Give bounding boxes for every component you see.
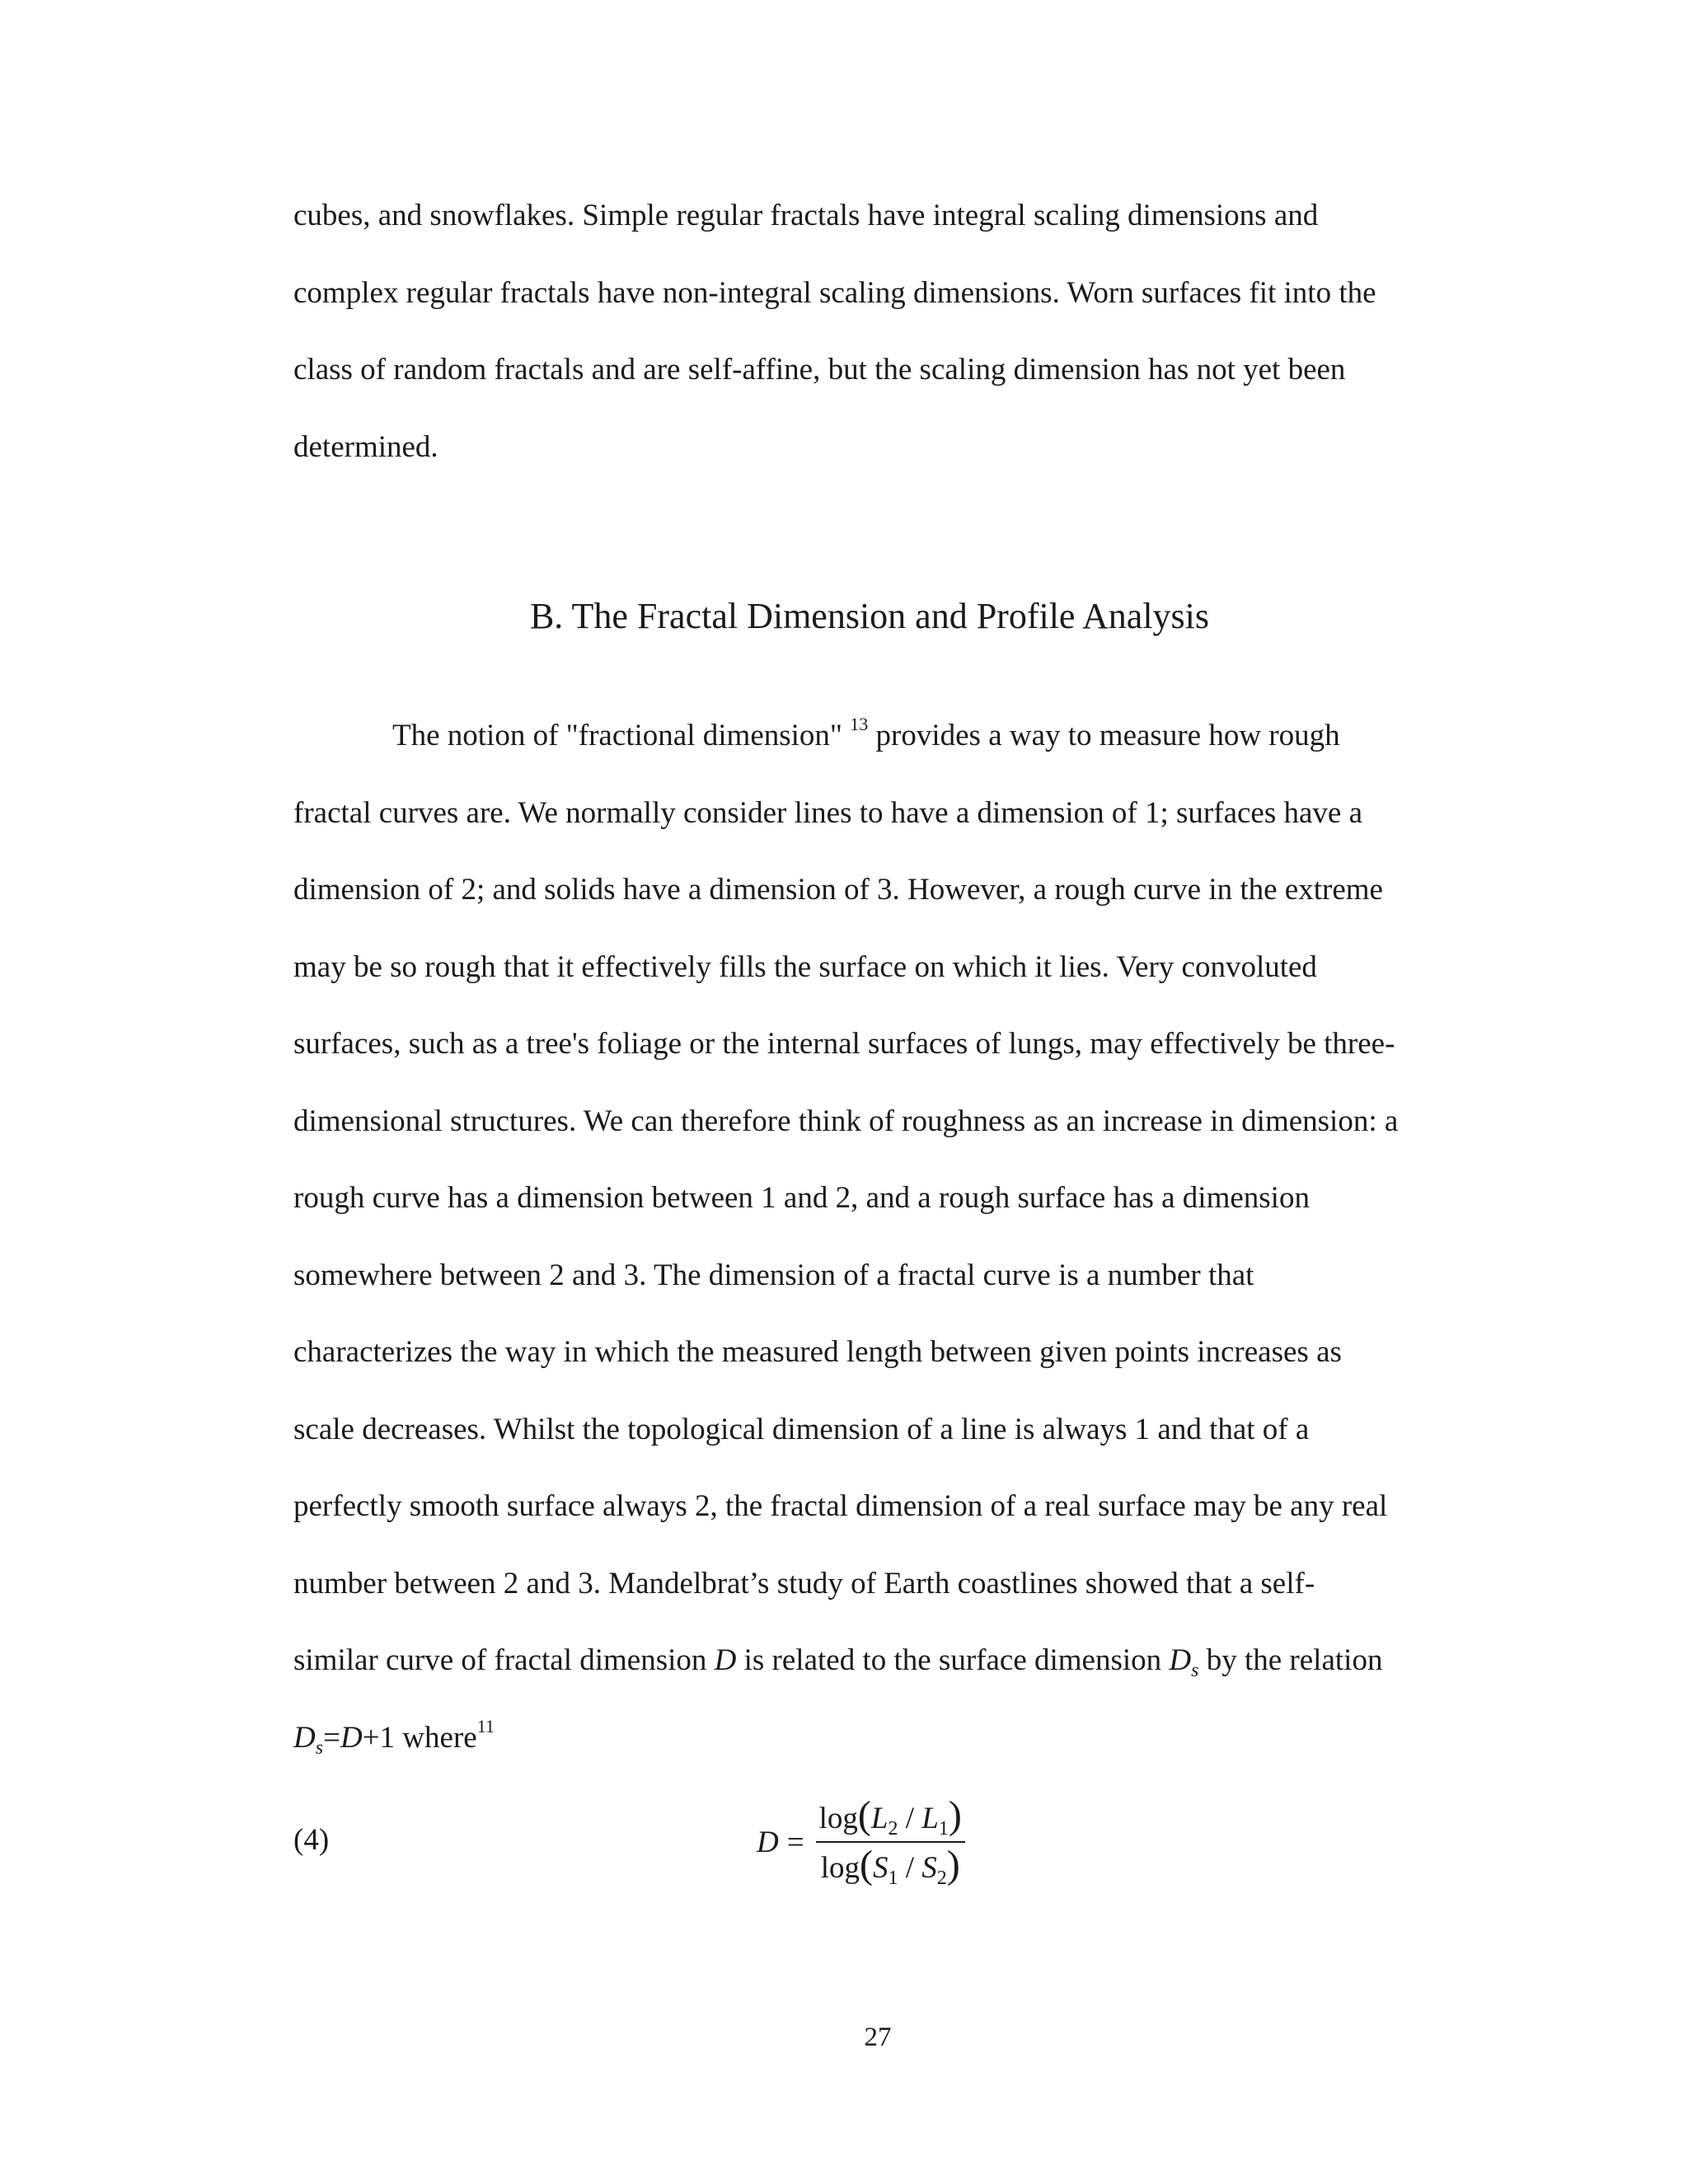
equation-denominator: $\log(S_1 / S_2)$ (820, 1843, 960, 1889)
intro-line-1: cubes, and snowflakes. Simple regular fractals have integral scaling dimensions and (293, 199, 1319, 232)
paragraph-line-11: perfectly smooth surface always 2, the fractal dimension of a real surface may be any real (293, 1489, 1388, 1523)
paragraph-line-1-post: provides a way to measure how rough (868, 719, 1340, 752)
paragraph-line-1 (392, 714, 1340, 754)
equation-label: (4) (293, 1823, 330, 1857)
equation-lhs: D (757, 1825, 779, 1859)
symbol-s2: S (921, 1851, 937, 1885)
log-label: log (820, 1851, 860, 1885)
paragraph-line-13 (293, 1643, 1382, 1679)
paragraph-line-2: fractal curves are. We normally consider lines to have a dimension of 1; surfaces have a (293, 796, 1363, 830)
relation-text-pre: similar curve of fractal dimension (293, 1643, 715, 1677)
paragraph-line-3: dimension of 2; and solids have a dimension of 3. However, a rough curve in the extreme (293, 873, 1383, 907)
symbol-l1: L (921, 1802, 939, 1835)
relation-text-mid: is related to the surface dimension (736, 1643, 1170, 1677)
intro-line-3: class of random fractals and are self-affine, but the scaling dimension has not yet been (293, 353, 1346, 387)
page-number: 27 (864, 2022, 892, 2052)
log-label: log (818, 1802, 858, 1835)
equation-equals: = (786, 1825, 804, 1859)
paragraph-line-7: rough curve has a dimension between 1 and 2, and a rough surface has a dimension (293, 1181, 1310, 1215)
paragraph-line-14 (293, 1716, 495, 1759)
relation-text-post: by the relation (1198, 1643, 1383, 1677)
symbol-ds: D (293, 1721, 316, 1755)
paragraph-line-6: dimensional structures. We can therefore think of roughness as an increase in dimension: a (293, 1104, 1399, 1138)
division-slash: / (898, 1851, 922, 1885)
paragraph-line-9: characterizes the way in which the measured length between given points increases as (293, 1335, 1342, 1369)
paragraph-line-12: number between 2 and 3. Mandelbrat’s study of Earth coastlines showed that a self- (293, 1567, 1315, 1601)
reference-13: 13 (850, 714, 869, 734)
symbol-ds-subscript: s (315, 1737, 324, 1759)
symbol-d: D (340, 1721, 363, 1755)
equals-sign: = (323, 1721, 340, 1755)
equation-fraction (816, 1795, 965, 1889)
relation-tail: +1 where (362, 1721, 477, 1755)
reference-11: 11 (476, 1716, 495, 1736)
paragraph-line-1-pre: The notion of "fractional dimension" (392, 719, 851, 752)
subscript-2: 2 (888, 1818, 898, 1840)
symbol-s1: S (872, 1851, 889, 1885)
fraction-bar (816, 1841, 965, 1843)
division-slash: / (898, 1802, 922, 1835)
paragraph-line-4: may be so rough that it effectively fills the surface on which it lies. Very convoluted (293, 950, 1317, 984)
paragraph-line-10: scale decreases. Whilst the topological dimension of a line is always 1 and that of a (293, 1413, 1310, 1446)
section-heading: B. The Fractal Dimension and Profile Analysis (529, 596, 1210, 636)
paragraph-line-5: surfaces, such as a tree's foliage or the internal surfaces of lungs, may effectively be three- (293, 1027, 1395, 1061)
paragraph-line-8: somewhere between 2 and 3. The dimension of a fractal curve is a number that (293, 1258, 1254, 1292)
equation-numerator: $\log(L_2 / L_1)$ (818, 1793, 962, 1840)
subscript-2: 2 (936, 1868, 947, 1889)
intro-line-4: determined. (293, 430, 438, 464)
symbol-l2: L (870, 1802, 889, 1835)
subscript-1: 1 (938, 1818, 949, 1840)
symbol-d: D (714, 1643, 737, 1677)
intro-line-2: complex regular fractals have non-integral scaling dimensions. Worn surfaces fit into the (293, 276, 1376, 310)
symbol-ds: D (1169, 1643, 1192, 1677)
subscript-1: 1 (888, 1868, 898, 1889)
symbol-ds-subscript: s (1191, 1660, 1199, 1681)
equation-4 (757, 1795, 965, 1889)
